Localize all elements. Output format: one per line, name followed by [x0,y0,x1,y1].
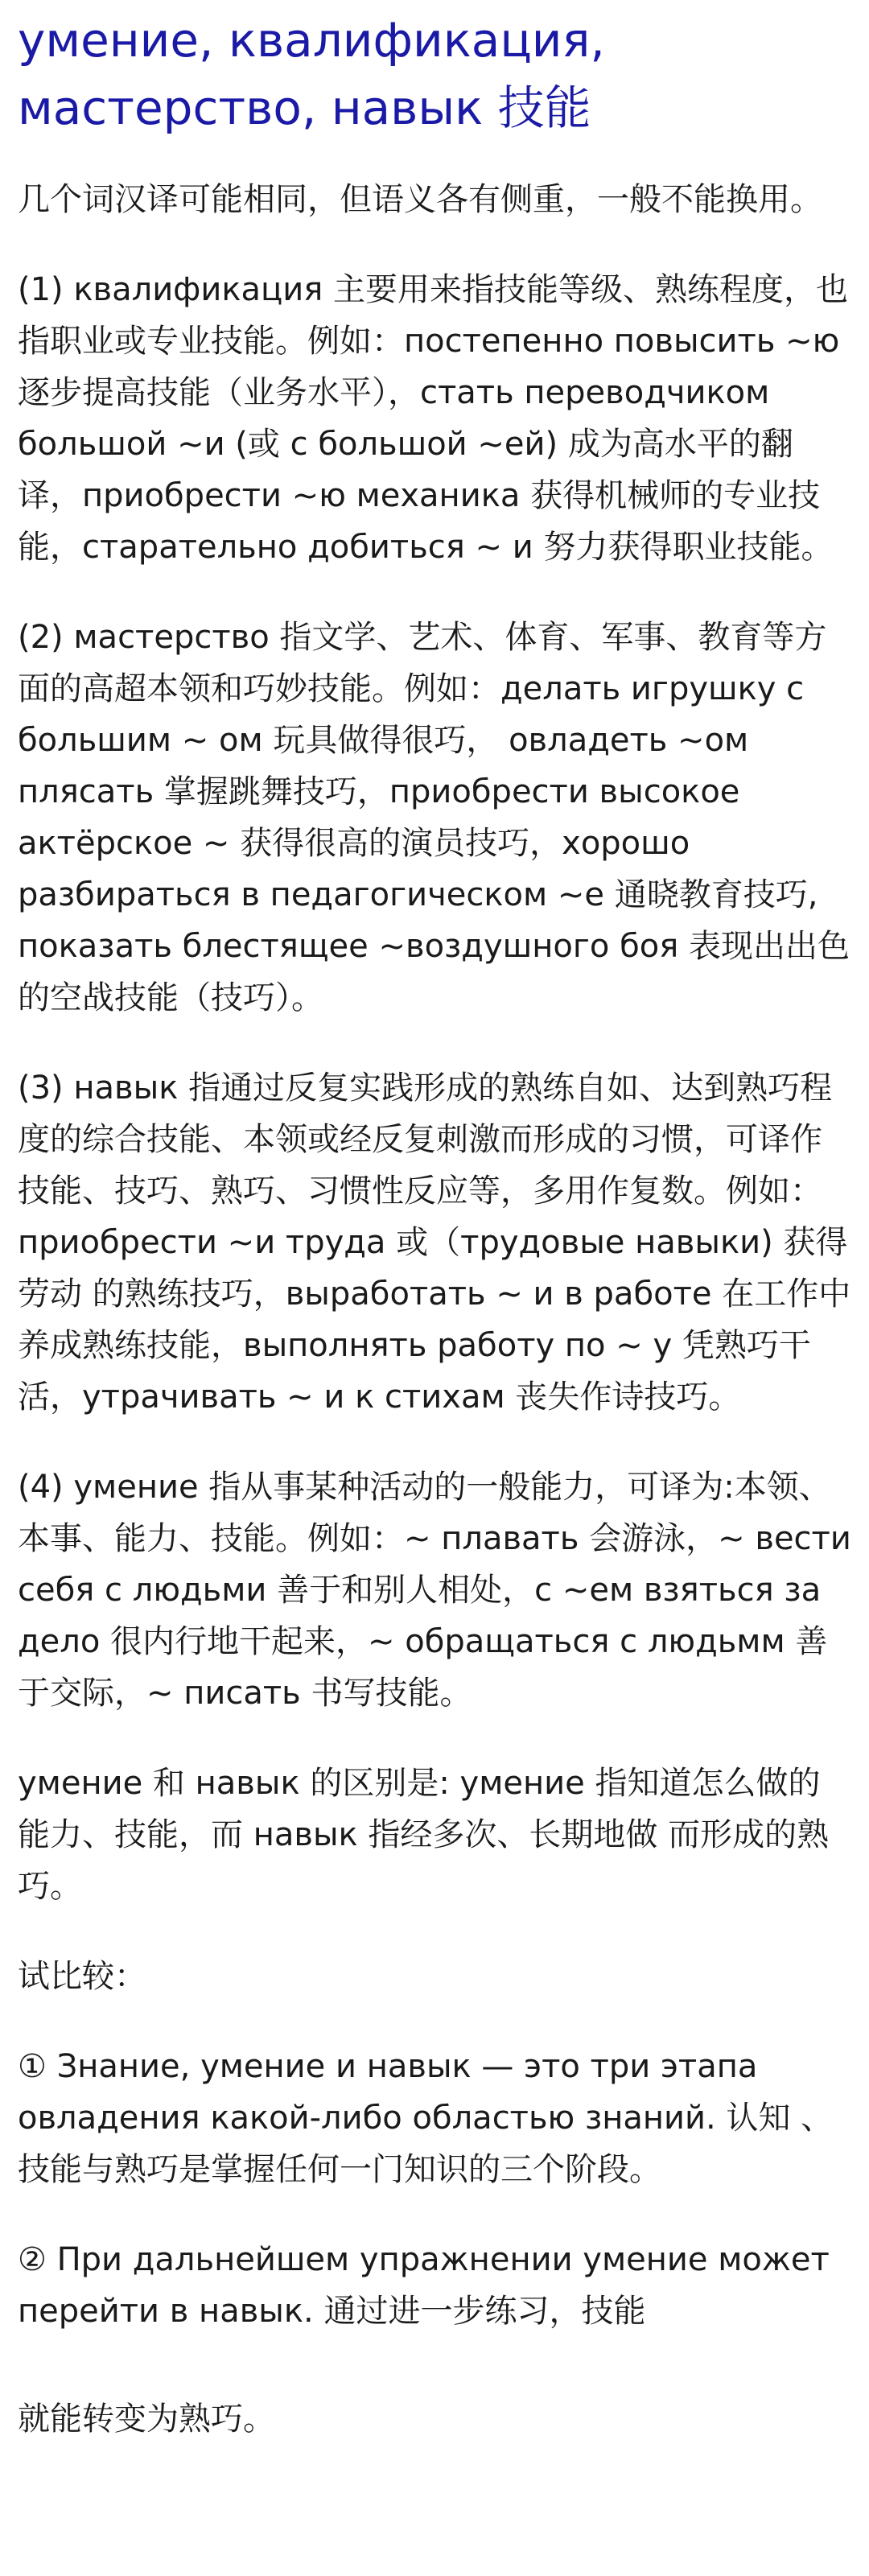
example-2-continuation: 就能转变为熟巧。 [18,2401,275,2438]
example-2: ② При дальнейшем упражнении умение может перейти в навык. 通过进一步练习，技能 [18,2241,830,2330]
compare-heading: 试比较： [18,1958,146,1995]
paragraph-navyk: (3) навык 指通过反复实践形成的熟练自如、达到熟巧程度的综合技能、本领或经反复刺激而形成的习惯，可译作技能、技巧、熟巧、习惯性反应等，多用作复数。例如：приобрести ~и труда 或（трудовые навыки) 获得劳动 的熟练技巧，выработать ~ и в работе 在工作中养成熟练技能，выполнять работу по ~ у 凭熟巧干活，утрачивать ~ и к стихам 丧失作诗技巧。 [18,1070,851,1416]
paragraph-umenie: (4) умение 指从事某种活动的一般能力，可译为:本领、本事、能力、技能。例如：~ плавать 会游泳，~ вести себя с людьми 善于和别人相处，с ~ем взяться за дело 很内行地干起来，~ обращаться с людьмм 善于交际，~ писать 书写技能。 [18,1469,851,1712]
paragraph-masterstvo: (2) мастерство 指文学、艺术、体育、军事、教育等方面的高超本领和巧妙技能。例如：делать игрушку с большим ~ ом 玩具做得很巧， овладеть ~ом плясать 掌握跳舞技巧，приобрести высокое актёрское ~ 获得很高的演员技巧，хорошо разбираться в педагогическом ~е 通晓教育技巧, показать блестящее ~воздушного боя 表现出出色的空战技能（技巧）。 [18,619,850,1016]
paragraph-kvalifikatsiya: (1) квалификация 主要用来指技能等级、熟练程度，也指职业或专业技能。例如：постепенно повысить ~ю 逐步提高技能（业务水平），стать переводчиком большой ~и (或 с большой ~ей) 成为高水平的翻译，приобрести ~ю механика 获得机械师的专业技能，старательно добиться ~ и 努力获得职业技能。 [18,271,849,566]
paragraph-difference: умение 和 навык 的区别是: умение 指知道怎么做的能力、技能，而 навык 指经多次、长期地做 而形成的熟巧。 [18,1765,830,1905]
intro-paragraph: 几个词汉译可能相同，但语义各有侧重，一般不能换用。 [18,181,822,218]
page-title: умение, квалификация, мастерство, навык 技能 [18,13,605,135]
example-1: ① Знание, умение и навык — это три этапа овладения какой-либо областью знаний. 认知 、技能与熟巧是掌握任何一门知识的三个阶段。 [18,2048,834,2188]
